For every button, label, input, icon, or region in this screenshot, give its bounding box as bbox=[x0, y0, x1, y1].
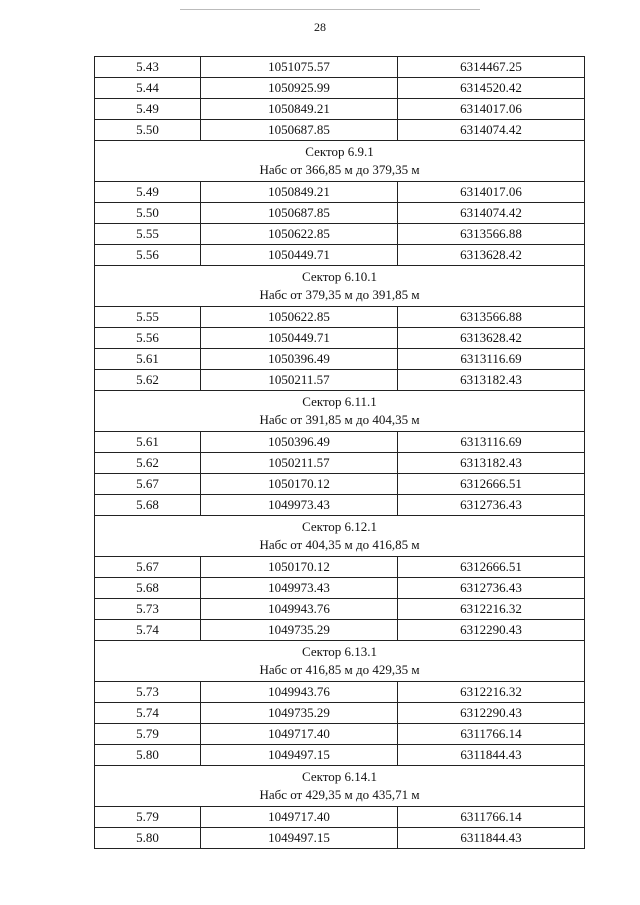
point-number-cell: 5.62 bbox=[95, 453, 201, 474]
y-coordinate-cell: 6312666.51 bbox=[398, 474, 585, 495]
point-number-cell: 5.62 bbox=[95, 370, 201, 391]
sector-header-row bbox=[95, 266, 585, 307]
x-coordinate-cell: 1049735.29 bbox=[201, 703, 398, 724]
sector-header-cell bbox=[95, 141, 585, 182]
table-row bbox=[95, 99, 585, 120]
x-coordinate-cell: 1049717.40 bbox=[201, 724, 398, 745]
table-row bbox=[95, 203, 585, 224]
x-coordinate-cell: 1049717.40 bbox=[201, 807, 398, 828]
y-coordinate-cell: 6311766.14 bbox=[398, 807, 585, 828]
y-coordinate-cell: 6314017.06 bbox=[398, 182, 585, 203]
point-number-cell: 5.50 bbox=[95, 120, 201, 141]
y-coordinate-cell: 6311844.43 bbox=[398, 828, 585, 849]
sector-title: Сектор 6.11.1 bbox=[302, 394, 377, 409]
y-coordinate-cell: 6314520.42 bbox=[398, 78, 585, 99]
table-row bbox=[95, 120, 585, 141]
x-coordinate-cell: 1050211.57 bbox=[201, 370, 398, 391]
point-number-cell: 5.74 bbox=[95, 703, 201, 724]
table-row bbox=[95, 807, 585, 828]
table-row bbox=[95, 599, 585, 620]
point-number-cell: 5.43 bbox=[95, 57, 201, 78]
point-number-cell: 5.49 bbox=[95, 99, 201, 120]
x-coordinate-cell: 1050687.85 bbox=[201, 120, 398, 141]
x-coordinate-cell: 1050849.21 bbox=[201, 99, 398, 120]
sector-title: Сектор 6.12.1 bbox=[301, 519, 377, 534]
y-coordinate-cell: 6314074.42 bbox=[398, 203, 585, 224]
table-row bbox=[95, 307, 585, 328]
table-row bbox=[95, 370, 585, 391]
table-row bbox=[95, 620, 585, 641]
point-number-cell: 5.79 bbox=[95, 724, 201, 745]
table-row bbox=[95, 78, 585, 99]
x-coordinate-cell: 1050622.85 bbox=[201, 224, 398, 245]
table-row bbox=[95, 703, 585, 724]
table-row bbox=[95, 57, 585, 78]
sector-range: Набс от 416,85 м до 429,35 м bbox=[259, 662, 420, 677]
y-coordinate-cell: 6312736.43 bbox=[398, 495, 585, 516]
point-number-cell: 5.44 bbox=[95, 78, 201, 99]
sector-header-row bbox=[95, 641, 585, 682]
table-row bbox=[95, 245, 585, 266]
sector-header-row bbox=[95, 516, 585, 557]
x-coordinate-cell: 1050622.85 bbox=[201, 307, 398, 328]
y-coordinate-cell: 6311766.14 bbox=[398, 724, 585, 745]
coordinates-table-body bbox=[95, 57, 585, 849]
sector-header-row bbox=[95, 766, 585, 807]
y-coordinate-cell: 6313628.42 bbox=[398, 328, 585, 349]
table-row bbox=[95, 724, 585, 745]
point-number-cell: 5.56 bbox=[95, 328, 201, 349]
x-coordinate-cell: 1051075.57 bbox=[201, 57, 398, 78]
table-row bbox=[95, 432, 585, 453]
table-row bbox=[95, 453, 585, 474]
point-number-cell: 5.80 bbox=[95, 828, 201, 849]
x-coordinate-cell: 1050925.99 bbox=[201, 78, 398, 99]
table-row bbox=[95, 578, 585, 599]
coordinates-table bbox=[94, 56, 585, 849]
point-number-cell: 5.55 bbox=[95, 307, 201, 328]
table-row bbox=[95, 328, 585, 349]
y-coordinate-cell: 6314074.42 bbox=[398, 120, 585, 141]
x-coordinate-cell: 1050687.85 bbox=[201, 203, 398, 224]
x-coordinate-cell: 1050396.49 bbox=[201, 432, 398, 453]
y-coordinate-cell: 6312216.32 bbox=[398, 599, 585, 620]
table-row bbox=[95, 349, 585, 370]
x-coordinate-cell: 1050170.12 bbox=[201, 557, 398, 578]
y-coordinate-cell: 6314467.25 bbox=[398, 57, 585, 78]
point-number-cell: 5.73 bbox=[95, 599, 201, 620]
point-number-cell: 5.61 bbox=[95, 432, 201, 453]
y-coordinate-cell: 6313116.69 bbox=[398, 349, 585, 370]
table-row bbox=[95, 828, 585, 849]
sector-header-cell bbox=[95, 266, 585, 307]
table-row bbox=[95, 557, 585, 578]
sector-title: Сектор 6.9.1 bbox=[305, 144, 374, 159]
y-coordinate-cell: 6313116.69 bbox=[398, 432, 585, 453]
table-row bbox=[95, 224, 585, 245]
y-coordinate-cell: 6312666.51 bbox=[398, 557, 585, 578]
point-number-cell: 5.55 bbox=[95, 224, 201, 245]
y-coordinate-cell: 6313566.88 bbox=[398, 224, 585, 245]
point-number-cell: 5.50 bbox=[95, 203, 201, 224]
y-coordinate-cell: 6313628.42 bbox=[398, 245, 585, 266]
y-coordinate-cell: 6312216.32 bbox=[398, 682, 585, 703]
page-number: 28 bbox=[314, 20, 326, 34]
table-row bbox=[95, 474, 585, 495]
x-coordinate-cell: 1049943.76 bbox=[201, 599, 398, 620]
sector-header-cell bbox=[95, 516, 585, 557]
sector-range: Набс от 429,35 м до 435,71 м bbox=[259, 787, 420, 802]
sector-header-cell bbox=[95, 641, 585, 682]
y-coordinate-cell: 6312290.43 bbox=[398, 620, 585, 641]
point-number-cell: 5.67 bbox=[95, 557, 201, 578]
sector-header-cell bbox=[95, 391, 585, 432]
point-number-cell: 5.79 bbox=[95, 807, 201, 828]
y-coordinate-cell: 6313566.88 bbox=[398, 307, 585, 328]
y-coordinate-cell: 6312290.43 bbox=[398, 703, 585, 724]
x-coordinate-cell: 1049973.43 bbox=[201, 578, 398, 599]
sector-range: Набс от 391,85 м до 404,35 м bbox=[259, 412, 420, 427]
point-number-cell: 5.67 bbox=[95, 474, 201, 495]
x-coordinate-cell: 1050849.21 bbox=[201, 182, 398, 203]
point-number-cell: 5.68 bbox=[95, 578, 201, 599]
sector-range: Набс от 366,85 м до 379,35 м bbox=[259, 162, 420, 177]
sector-header-cell bbox=[95, 766, 585, 807]
table-row bbox=[95, 495, 585, 516]
x-coordinate-cell: 1049497.15 bbox=[201, 745, 398, 766]
x-coordinate-cell: 1049735.29 bbox=[201, 620, 398, 641]
y-coordinate-cell: 6311844.43 bbox=[398, 745, 585, 766]
top-rule bbox=[180, 9, 480, 10]
y-coordinate-cell: 6314017.06 bbox=[398, 99, 585, 120]
sector-title: Сектор 6.14.1 bbox=[301, 769, 377, 784]
x-coordinate-cell: 1049497.15 bbox=[201, 828, 398, 849]
point-number-cell: 5.61 bbox=[95, 349, 201, 370]
x-coordinate-cell: 1050449.71 bbox=[201, 245, 398, 266]
table-row bbox=[95, 182, 585, 203]
x-coordinate-cell: 1049943.76 bbox=[201, 682, 398, 703]
point-number-cell: 5.80 bbox=[95, 745, 201, 766]
point-number-cell: 5.74 bbox=[95, 620, 201, 641]
x-coordinate-cell: 1050396.49 bbox=[201, 349, 398, 370]
x-coordinate-cell: 1050211.57 bbox=[201, 453, 398, 474]
table-row bbox=[95, 682, 585, 703]
y-coordinate-cell: 6313182.43 bbox=[398, 453, 585, 474]
y-coordinate-cell: 6312736.43 bbox=[398, 578, 585, 599]
sector-header-row bbox=[95, 391, 585, 432]
x-coordinate-cell: 1050170.12 bbox=[201, 474, 398, 495]
y-coordinate-cell: 6313182.43 bbox=[398, 370, 585, 391]
x-coordinate-cell: 1050449.71 bbox=[201, 328, 398, 349]
sector-range: Набс от 379,35 м до 391,85 м bbox=[259, 287, 420, 302]
point-number-cell: 5.56 bbox=[95, 245, 201, 266]
table-row bbox=[95, 745, 585, 766]
sector-title: Сектор 6.13.1 bbox=[301, 644, 377, 659]
sector-title: Сектор 6.10.1 bbox=[301, 269, 377, 284]
x-coordinate-cell: 1049973.43 bbox=[201, 495, 398, 516]
sector-header-row bbox=[95, 141, 585, 182]
point-number-cell: 5.68 bbox=[95, 495, 201, 516]
point-number-cell: 5.73 bbox=[95, 682, 201, 703]
sector-range: Набс от 404,35 м до 416,85 м bbox=[259, 537, 420, 552]
point-number-cell: 5.49 bbox=[95, 182, 201, 203]
